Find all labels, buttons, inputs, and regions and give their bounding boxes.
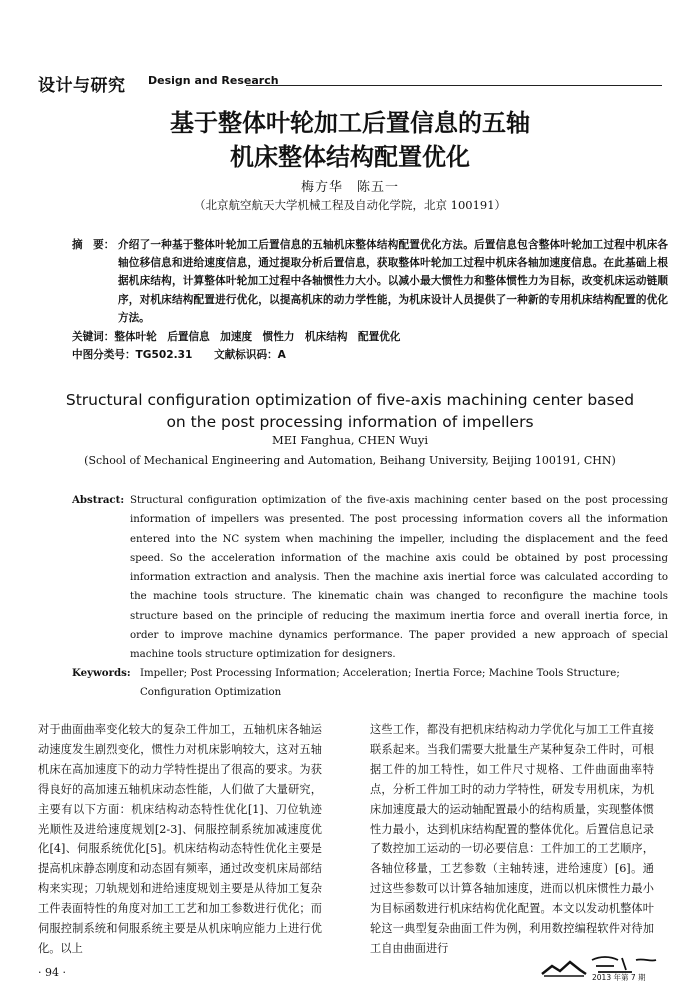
body-right-column: 这些工作，都没有把机床结构动力学优化与加工工件直接联系起来。当我们需要大批量生产某种复杂工件时，可根据工件的加工特性，如工件尺寸规格、工件曲面曲率特点，分析工件加工时的动力学特性，研发专用机床，为机床加速度最大的运动轴配置最小的结构质量，实现整体惯性力最小，达到机床结构配置的整体优化。后置信息记录了数控加工运动的一切必要信息：工件加工的工艺顺序，各轴位移量，工艺参数（主轴转速，进给速度）[6]。通过这些参数可以计算各轴加速度，进而以机床惯性力最小为目标函数进行机床结构优化配置。本文以发动机整体叶轮这一典型复杂曲面工件为例，利用数控编程软件对待加工自由曲面进行 bbox=[370, 723, 654, 955]
title-en-line2: on the post processing information of impellers bbox=[166, 413, 534, 431]
keywords-cn: 关键词：整体叶轮 后置信息 加速度 惯性力 机床结构 配置优化 bbox=[72, 331, 401, 343]
classification-cn bbox=[72, 347, 304, 362]
abstract-cn-label: 摘 要： bbox=[72, 239, 115, 251]
affiliation-en: (School of Mechanical Engineering and Automation, Beihang University, Beijing 100191, CHN) bbox=[84, 454, 616, 467]
header-rule bbox=[246, 85, 662, 86]
authors-en: MEI Fanghua, CHEN Wuyi bbox=[271, 433, 429, 447]
abstract-en bbox=[72, 491, 668, 665]
title-en-line1: Structural configuration optimization of five-axis machining center based bbox=[65, 391, 635, 409]
keywords-en-label: Keywords: bbox=[72, 667, 131, 679]
keywords-en-text: Impeller; Post Processing Information; Acceleration; Inertia Force; Machine Tools Structure; Configuration Optimization bbox=[140, 668, 620, 698]
title-cn-line1: 基于整体叶轮加工后置信息的五轴 bbox=[170, 109, 530, 137]
page-number: · 94 · bbox=[38, 966, 66, 979]
body-left-column: 对于曲面曲率变化较大的复杂工件加工，五轴机床各轴运动速度发生剧烈变化，惯性力对机床影响较大，这对五轴机床在高加速度下的动力学特性提出了很高的要求。为获得良好的高加速五轴机床动态性能，人们做了大量研究，主要有以下方面：机床结构动态特性优化[1]、刀位轨迹光顺性及进给速度规划[2-3]、伺服控制系统加减速度优化[4]、伺服系统优化[5]。机床结构动态特性优化主要是提高机床静态刚度和动态固有频率，通过改变机床局部结构来实现；刀轨规划和进给速度规划主要是从待加工复杂工件表面特性的角度对加工工艺和加工参数进行优化；而伺服控制系统和伺服系统主要是从机床响应能力上进行优化。以上 bbox=[38, 723, 322, 955]
section-header-en: Design and Research bbox=[148, 74, 279, 87]
journal-issue-date: 2013 年第 7 期 bbox=[592, 973, 646, 982]
section-header-cn: 设计与研究 bbox=[38, 76, 126, 96]
abstract-cn bbox=[72, 236, 668, 327]
abstract-cn-text: 介绍了一种基于整体叶轮加工后置信息的五轴机床整体结构配置优化方法。后置信息包含整体叶轮加工过程中机床各轴位移信息和进给速度信息，通过提取分析后置信息，获取整体叶轮加工过程中机床各轴加速度信息。在此基础上根据机床结构，计算整体叶轮加工过程中各轴惯性力大小。以减小最大惯性力和整体惯性力为目标，改变机床运动链顺序，对机床结构配置进行优化，以提高机床的动力学性能，为机床设计人员提供了一种新的专用机床结构配置的优化方法。 bbox=[118, 239, 668, 324]
abstract-en-text: Structural configuration optimization of the five-axis machining center based on the post processing information of impellers was presented. The post processing information covers all the information entered into the NC system when machining the impeller, including the displacement and the feed speed. So the acceleration information of the machine axis could be obtained by post processing information extraction and analysis. Then the machine axis inertial force was calculated according to the machine tools structure. The kinematic chain was changed to reconfigure the machine tools structure based on the principle of reducing the maximum inertia force and overall inertia force, in order to improve machine dynamics performance. The paper provided a new approach of special machine tools structure optimization for designers. bbox=[130, 495, 668, 661]
clc-code: 中图分类号：TG502.31 bbox=[72, 349, 193, 361]
abstract-en-label: Abstract: bbox=[72, 494, 125, 506]
document-code: 文献标识码：A bbox=[214, 349, 286, 361]
authors-cn: 梅方华 陈五一 bbox=[300, 180, 399, 195]
affiliation-cn: （北京航空航天大学机械工程及自动化学院，北京 100191） bbox=[193, 198, 507, 212]
title-cn-line2: 机床整体结构配置优化 bbox=[230, 143, 470, 171]
keywords-en bbox=[72, 664, 668, 702]
